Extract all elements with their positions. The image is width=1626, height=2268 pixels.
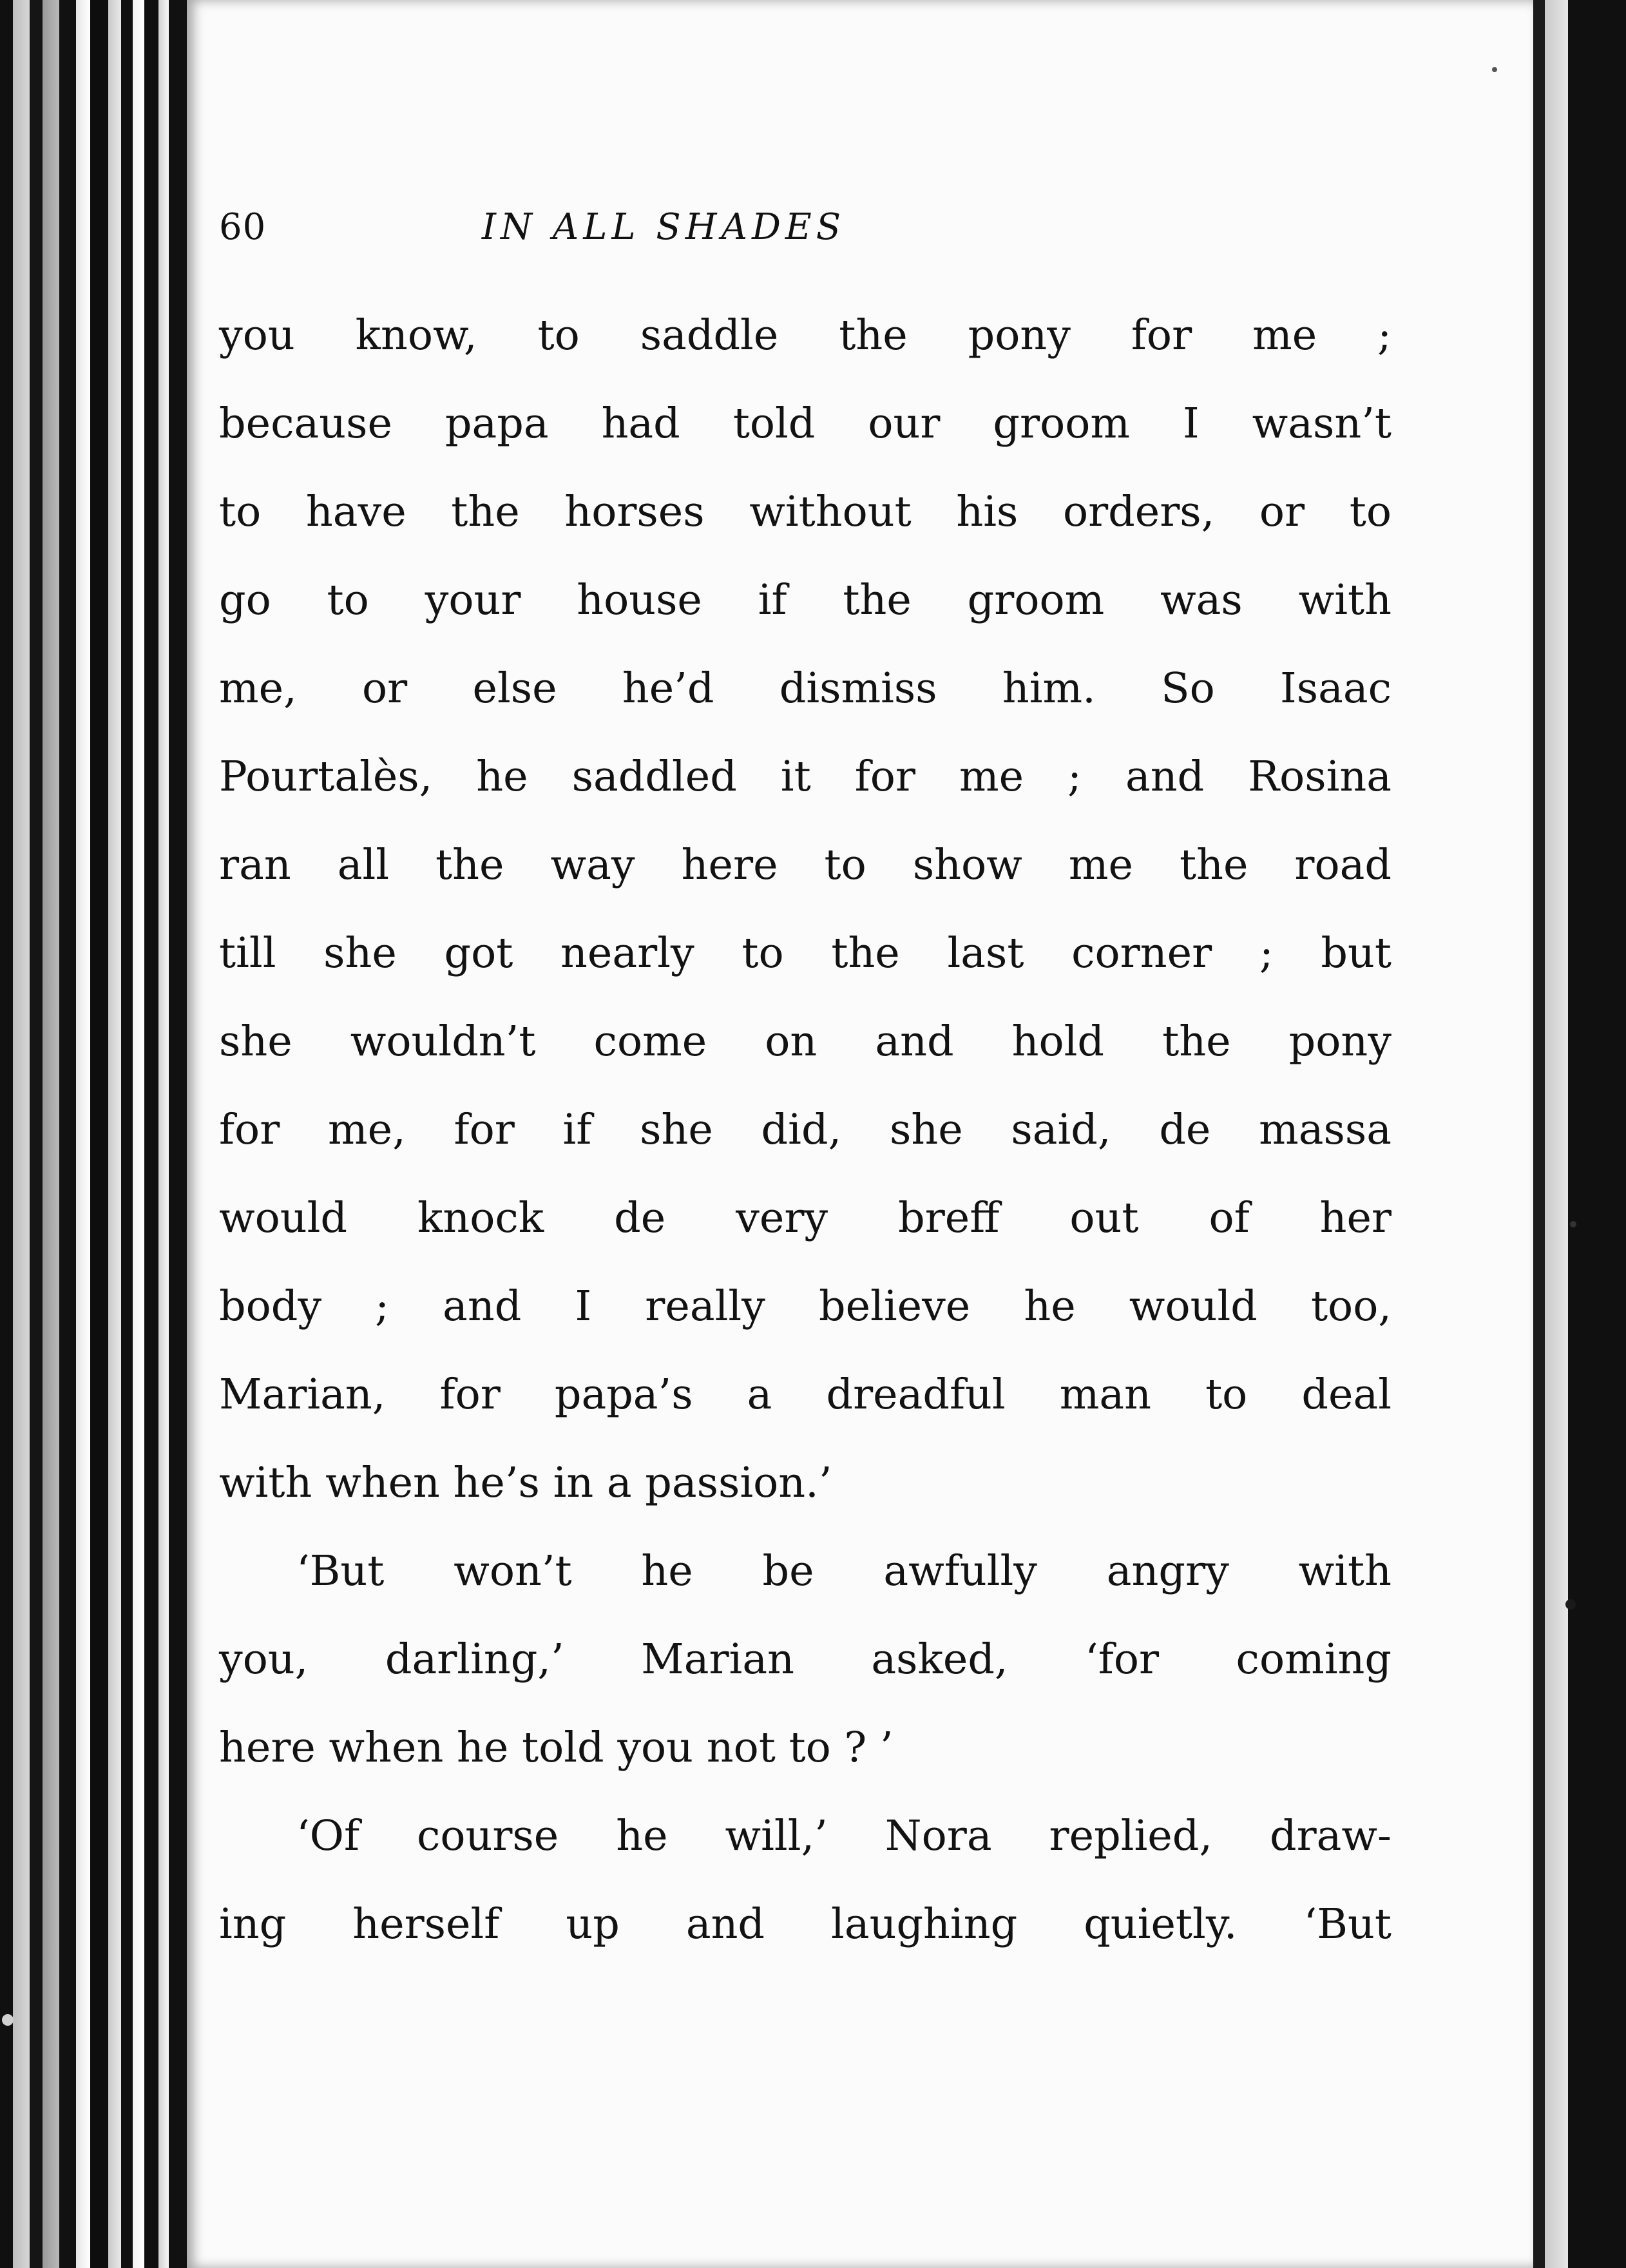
text-line: Pourtalès, he saddled it for me ; and Rosina [219,753,1392,801]
text-line: me, or else he’d dismiss him. So Isaac [219,664,1392,713]
left-page-edges [0,0,193,2268]
text-line: to have the horses without his orders, or to [219,488,1392,536]
text-line: ‘But won’t he be awfully angry with [296,1547,1392,1595]
text-line: here when he told you not to ? ’ [219,1724,894,1772]
text-line: because papa had told our groom I wasn’t [219,399,1392,448]
running-head: IN ALL SHADES [481,206,846,248]
text-line: would knock de very breff out of her [219,1194,1392,1242]
text-line: with when he’s in a passion.’ [219,1459,832,1507]
text-line: for me, for if she did, she said, de massa [219,1106,1392,1154]
text-line: you know, to saddle the pony for me ; [219,311,1392,360]
text-line: ‘Of course he will,’ Nora replied, draw- [296,1812,1392,1860]
page-header [219,200,1108,258]
text-line: ing herself up and laughing quietly. ‘But [219,1900,1392,1948]
text-line: she wouldn’t come on and hold the pony [219,1017,1392,1066]
text-line: you, darling,’ Marian asked, ‘for coming [219,1635,1392,1684]
text-line: body ; and I really believe he would too, [219,1282,1392,1331]
text-line: till she got nearly to the last corner ; but [219,929,1392,977]
right-binding-edge [1529,0,1626,2268]
page-number: 60 [219,206,267,248]
text-line: Marian, for papa’s a dreadful man to deal [219,1370,1392,1419]
text-line: ran all the way here to show me the road [219,841,1392,889]
text-line: go to your house if the groom was with [219,576,1392,624]
body-text [219,291,1392,1968]
